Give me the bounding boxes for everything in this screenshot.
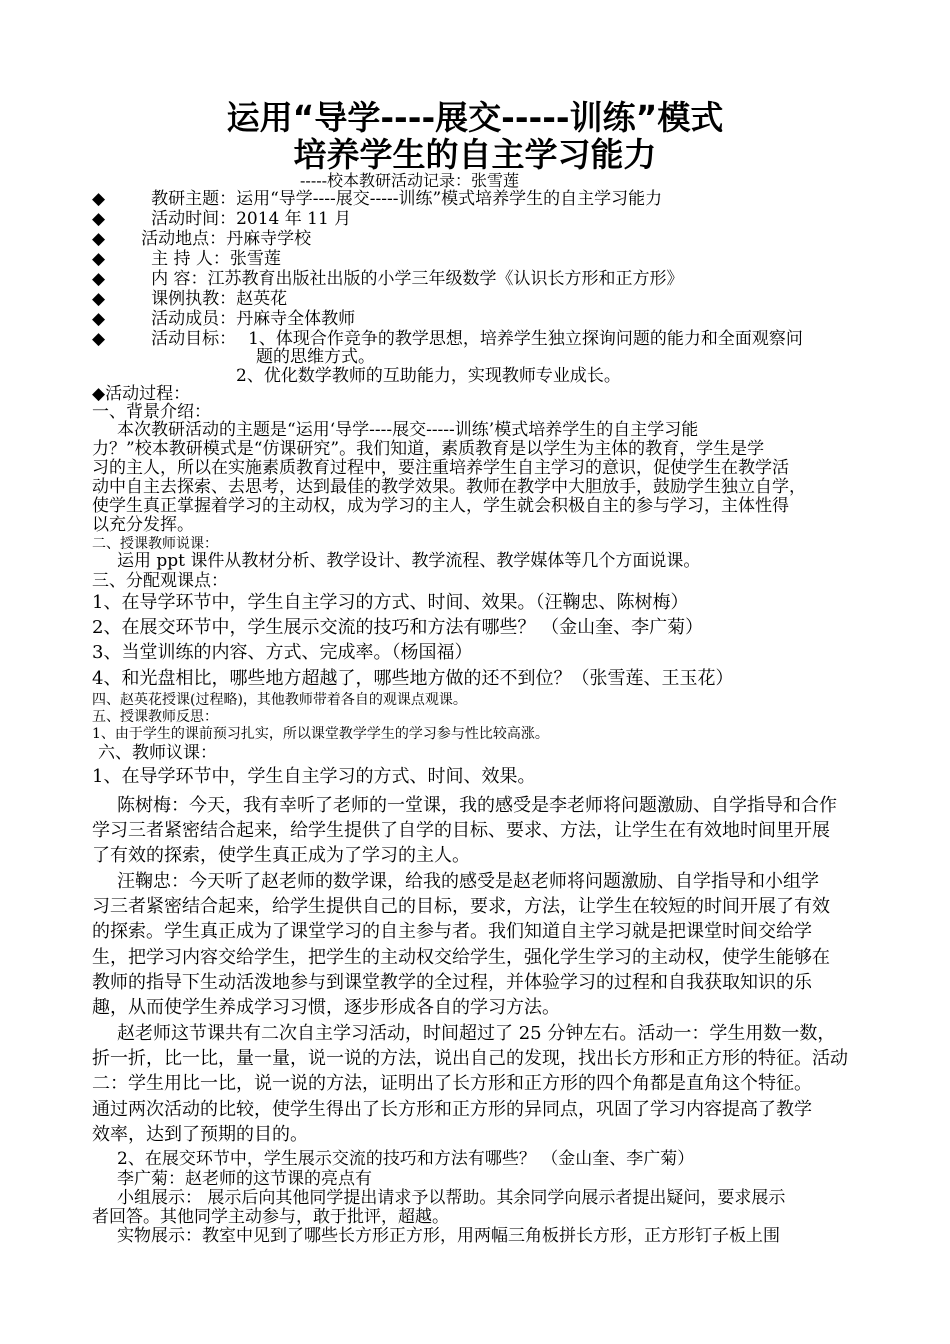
section1-line: 以充分发挥。	[92, 515, 194, 535]
meta-location: ◆ 活动地点：丹麻寺学校	[92, 229, 312, 249]
section1-line: 动中自主去探索、去思考，达到最佳的教学效果。教师在教学中大胆放手，鼓励学生独立自学，	[92, 477, 806, 497]
goal1-continuation: 题的思维方式。	[256, 347, 375, 367]
doc-title-line1: 运用“导学----展交-----训练”模式	[226, 98, 724, 137]
wang-paragraph-line: 习三者紧密结合起来，给学生提供自己的目标，要求，方法，让学生在较短的时间开展了有效	[92, 896, 830, 917]
bullet-icon: ◆	[92, 249, 106, 269]
chen-paragraph-line: 学习三者紧密结合起来，给学生提供了自学的目标、要求、方法，让学生在有效地时间里开展	[92, 820, 830, 841]
object-display-line: 实物展示：教室中见到了哪些长方形正方形，用两幅三角板拼长方形，正方形钉子板上围	[117, 1226, 780, 1246]
meta-teacher: ◆ 课例执教：赵英花	[92, 289, 288, 309]
wang-paragraph-line: 趣，从而使学生养成学习习惯，逐步形成各自的学习方法。	[92, 997, 560, 1018]
discussion-item2: 2、在展交环节中，学生展示交流的技巧和方法有哪些？ （金山奎、李广菊）	[117, 1149, 695, 1169]
bullet-icon: ◆	[92, 309, 106, 329]
section3-heading: 三、分配观课点：	[92, 571, 228, 591]
doc-title-line2: 培养学生的自主学习能力	[293, 135, 657, 174]
section5-text: 1、由于学生的课前预习扎实，所以课堂教学学生的学习参与性比较高涨。	[92, 726, 549, 742]
section2-heading: 二、授课教师说课：	[92, 536, 218, 552]
wang-paragraph-line: 汪鞠忠：今天听了赵老师的数学课，给我的感受是赵老师将问题激励、自学指导和小组学	[117, 871, 819, 892]
meta-goals: ◆ 活动目标： 1、体现合作竞争的教学思想，培养学生独立探询问题的能力和全面观察问	[92, 329, 803, 349]
section4-heading: 四、赵英花授课(过程略)，其他教师带着各自的观课点观课。	[92, 692, 467, 708]
bullet-icon: ◆	[92, 289, 106, 309]
zhao-paragraph-line: 二：学生用比一比，说一说的方法，证明出了长方形和正方形的四个角都是直角这个特征。	[92, 1073, 812, 1094]
zhao-paragraph-line: 通过两次活动的比较，使学生得出了长方形和正方形的异同点，巩固了学习内容提高了教学	[92, 1099, 812, 1120]
observation-item: 2、在展交环节中，学生展示交流的技巧和方法有哪些？ （金山奎、李广菊）	[92, 617, 704, 638]
wang-paragraph-line: 的探索。学生真正成为了课堂学习的自主参与者。我们知道自主学习就是把课堂时间交给学	[92, 921, 812, 942]
goal2: 2、优化数学教师的互助能力，实现教师专业成长。	[236, 366, 621, 386]
meta-content: ◆ 内 容：江苏教育出版社出版的小学三年级数学《认识长方形和正方形》	[92, 269, 684, 289]
bullet-icon: ◆	[92, 189, 106, 209]
section1-line: 使学生真正掌握着学习的主动权，成为学习的主人，学生就会积极自主的参与学习，主体性得	[92, 496, 789, 516]
section1-line: 本次教研活动的主题是“运用‘导学----展交-----训练’模式培养学生的自主学习能	[117, 420, 699, 440]
zhao-paragraph-line: 效率，达到了预期的目的。	[92, 1124, 308, 1145]
chen-paragraph-line: 陈树梅：今天，我有幸听了老师的一堂课，我的感受是李老师将问题激励、自学指导和合作	[117, 795, 837, 816]
zhao-paragraph-line: 赵老师这节课共有二次自主学习活动，时间超过了 25 分钟左右。活动一：学生用数一数，	[117, 1023, 836, 1044]
meta-host: ◆ 主 持 人：张雪莲	[92, 249, 281, 269]
section6-heading: 六、教师议课：	[98, 743, 217, 763]
process-heading: ◆活动过程：	[92, 384, 191, 404]
observation-item: 1、在导学环节中，学生自主学习的方式、时间、效果。（汪鞠忠、陈树梅）	[92, 592, 689, 613]
meta-time: ◆ 活动时间：2014 年 11 月	[92, 209, 352, 229]
bullet-icon: ◆	[92, 209, 106, 229]
zhao-paragraph-line: 折一折，比一比，量一量，说一说的方法，说出自己的发现，找出长方形和正方形的特征。活动	[92, 1048, 848, 1069]
doc-subtitle: -----校本教研活动记录：张雪莲	[300, 171, 520, 190]
bullet-icon: ◆	[92, 229, 106, 249]
observation-item: 3、当堂训练的内容、方式、完成率。（杨国福）	[92, 642, 473, 663]
group-display-line: 小组展示： 展示后向其他同学提出请求予以帮助。其余同学向展示者提出疑问，要求展示	[117, 1188, 786, 1208]
discussion-item1: 1、在导学环节中，学生自主学习的方式、时间、效果。	[92, 766, 536, 787]
group-display-line: 者回答。其他同学主动参与，敢于批评，超越。	[92, 1207, 449, 1227]
section1-line: 力？”校本教研模式是“仿课研究”。我们知道，素质教育是以学生为主体的教育，学生是学	[92, 439, 765, 459]
chen-paragraph-line: 了有效的探索，使学生真正成为了学习的主人。	[92, 845, 470, 866]
section1-heading: 一、背景介绍：	[92, 402, 211, 422]
section2-text: 运用 ppt 课件从教材分析、教学设计、教学流程、教学媒体等几个方面说课。	[117, 551, 701, 571]
section5-heading: 五、授课教师反思：	[92, 709, 218, 725]
wang-paragraph-line: 生，把学习内容交给学生，把学生的主动权交给学生，强化学生学习的主动权，使学生能够在	[92, 947, 830, 968]
observation-item: 4、和光盘相比，哪些地方超越了，哪些地方做的还不到位？（张雪莲、王玉花）	[92, 668, 734, 689]
section1-line: 习的主人，所以在实施素质教育过程中，要注重培养学生自主学习的意识，促使学生在教学活	[92, 458, 789, 478]
meta-members: ◆ 活动成员：丹麻寺全体教师	[92, 309, 356, 329]
bullet-icon: ◆	[92, 269, 106, 289]
meta-topic: ◆ 教研主题：运用“导学----展交-----训练”模式培养学生的自主学习能力	[92, 189, 663, 209]
li-paragraph: 李广菊：赵老师的这节课的亮点有	[117, 1169, 372, 1189]
wang-paragraph-line: 教师的指导下生动活泼地参与到课堂教学的全过程，并体验学习的过程和自我获取知识的乐	[92, 972, 812, 993]
bullet-icon: ◆	[92, 329, 106, 349]
